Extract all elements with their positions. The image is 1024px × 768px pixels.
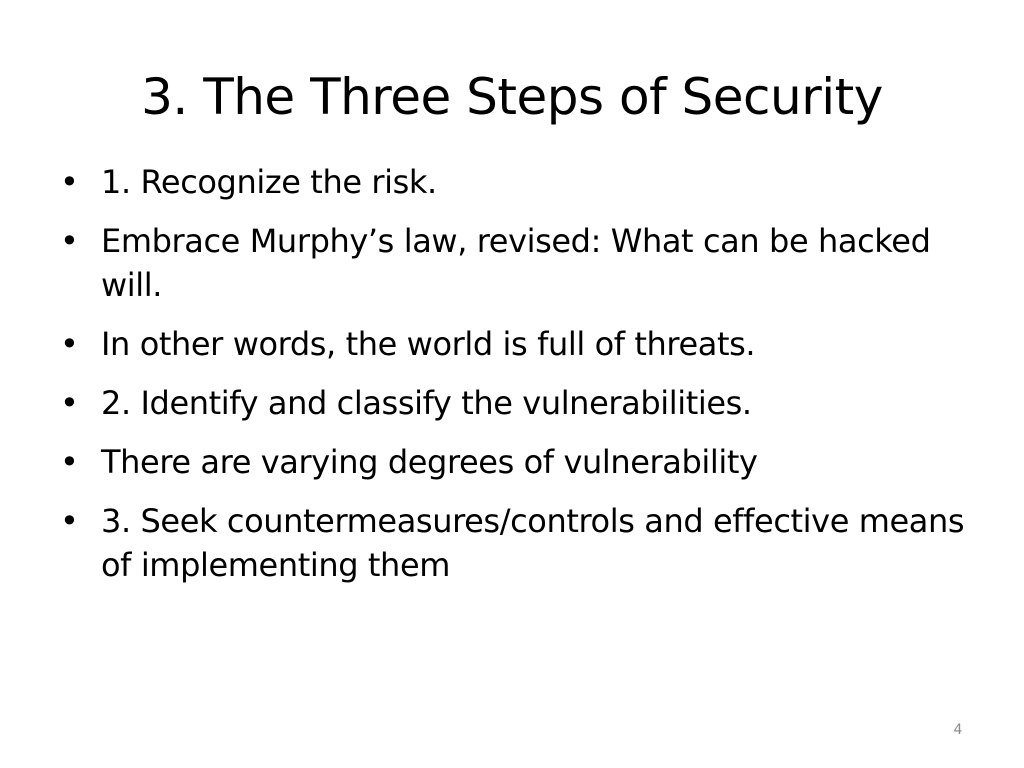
bullet-item xyxy=(60,440,980,484)
bullet-item xyxy=(60,160,980,204)
bullet-item xyxy=(60,322,980,366)
bullet-list xyxy=(60,160,980,602)
bullet-text: 1. Recognize the risk. xyxy=(101,163,437,201)
bullet-icon: • xyxy=(60,222,79,260)
bullet-icon: • xyxy=(60,443,79,481)
bullet-icon: • xyxy=(60,325,79,363)
page-number: 4 xyxy=(953,722,963,738)
bullet-icon: • xyxy=(60,384,79,422)
bullet-text: 3. Seek countermeasures/controls and effective means of implementing them xyxy=(101,502,965,584)
bullet-text: There are varying degrees of vulnerability xyxy=(101,443,758,481)
bullet-icon: • xyxy=(60,163,79,201)
slide-title: 3. The Three Steps of Security xyxy=(141,68,883,126)
bullet-item xyxy=(60,381,980,425)
bullet-text: 2. Identify and classify the vulnerabilities. xyxy=(101,384,752,422)
bullet-text: Embrace Murphy’s law, revised: What can be hacked will. xyxy=(101,222,931,304)
bullet-item xyxy=(60,219,980,307)
bullet-item xyxy=(60,499,980,587)
bullet-icon: • xyxy=(60,502,79,540)
bullet-text: In other words, the world is full of threats. xyxy=(101,325,756,363)
